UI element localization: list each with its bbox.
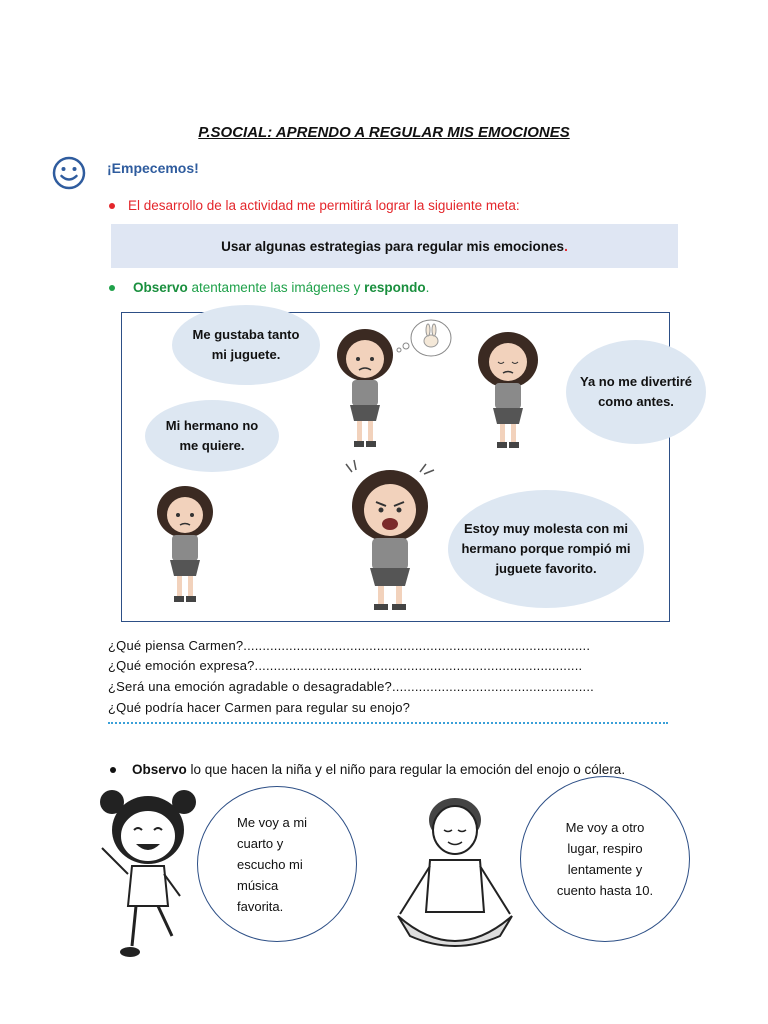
speech-angry-text: Estoy muy molesta con mi hermano porque rompió mi juguete favorito. <box>461 521 631 576</box>
observe-end: . <box>425 280 430 295</box>
speech-brother-text: Mi hermano no me quiere. <box>165 418 259 453</box>
strategy-girl-text: Me voy a mi cuarto y escucho mi música favorita. <box>237 814 308 914</box>
observe-bold: Observo <box>133 280 188 295</box>
speech-bubble-fun <box>566 340 706 444</box>
speech-bubble-angry <box>448 490 644 608</box>
smiley-icon <box>52 156 86 190</box>
goal-text: Usar algunas estrategias para regular mis emociones <box>221 238 565 254</box>
observe-mid: atentamente las imágenes y <box>187 280 365 295</box>
girl-happy-illustration <box>92 786 204 962</box>
goal-box <box>111 224 678 268</box>
girl-worried-illustration <box>150 482 220 606</box>
observe-instruction <box>133 280 429 295</box>
observe2-rest: lo que hacen la niña y el niño para regular la emoción del enojo o cólera. <box>186 762 626 777</box>
girl-sad-illustration <box>330 325 400 453</box>
speech-fun-text: Ya no me divertiré como antes. <box>580 374 692 409</box>
start-heading: ¡Empecemos! <box>107 160 199 176</box>
bullet-icon <box>109 203 115 209</box>
question-regulate: ¿Qué podría hacer Carmen para regular su enojo? <box>108 700 411 715</box>
answer-line[interactable] <box>108 722 668 724</box>
question-pleasant: ¿Será una emoción agradable o desagradable?..................................................... <box>108 679 594 694</box>
strategy-bubble-girl <box>197 786 357 942</box>
page-title: P.SOCIAL: APRENDO A REGULAR MIS EMOCIONES <box>198 124 570 141</box>
girl-angry-illustration <box>340 458 440 614</box>
question-think: ¿Qué piensa Carmen?........................................................................................... <box>108 638 591 653</box>
question-emotion: ¿Qué emoción expresa?...................................................................................... <box>108 658 583 673</box>
speech-toy-text: Me gustaba tanto mi juguete. <box>192 327 300 362</box>
bullet-icon <box>110 767 116 773</box>
observe2-bold: Observo <box>132 762 187 777</box>
speech-bubble-toy <box>172 305 320 385</box>
speech-bubble-brother <box>145 400 279 472</box>
bullet-icon <box>109 285 115 291</box>
observe-instruction-2 <box>132 762 625 777</box>
goal-period: . <box>564 238 568 254</box>
thought-bunny-icon <box>395 316 455 362</box>
respond-bold: respondo <box>364 280 426 295</box>
boy-meditating-illustration <box>380 786 530 966</box>
strategy-bubble-boy <box>520 776 690 942</box>
strategy-boy-text: Me voy a otro lugar, respiro lentamente y cuento hasta 10. <box>556 820 654 898</box>
goal-intro: El desarrollo de la actividad me permitirá lograr la siguiente meta: <box>128 198 520 213</box>
girl-sad-eyes-closed-illustration <box>468 328 548 454</box>
